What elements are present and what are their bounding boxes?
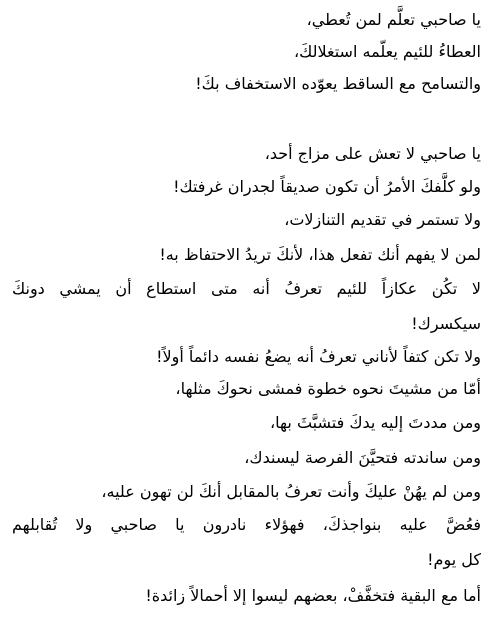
poem-line: سيكسرك! bbox=[411, 314, 481, 333]
poem-line: ومن مددتَ إليه يدكَ فتشبَّثَ بها، bbox=[270, 413, 481, 432]
poem-line: ولا تستمر في تقديم التنازلات، bbox=[284, 210, 481, 229]
poem-line: يا صاحبي لا تعش على مزاج أحد، bbox=[264, 144, 481, 163]
poem-line: ومن ساندته فتحيَّنَ الفرصة ليسندك، bbox=[244, 448, 481, 467]
poem-line: أمّا من مشيتَ نحوه خطوة فمشى نحوكَ مثلها، bbox=[175, 379, 481, 398]
poem-line: ومن لم يهُنْ عليكَ وأنت تعرفُ بالمقابل أنكَ لن تهون عليه، bbox=[101, 482, 481, 501]
poem-line: كل يوم! bbox=[427, 550, 481, 569]
poem-line: يا صاحبي تعلَّم لمن تُعطي، bbox=[306, 10, 481, 29]
poem-line: والتسامح مع الساقط يعوّده الاستخفاف بكَ! bbox=[195, 74, 481, 93]
poem-line: العطاءُ للئيم يعلّمه استغلالكَ، bbox=[293, 42, 481, 61]
poem-line: ولا تكن كتفاً لأناني تعرفُ أنه يضعُ نفسه دائماً أولاً! bbox=[156, 347, 481, 366]
poem-line: لمن لا يفهم أنك تفعل هذا، لأنكَ تريدُ الاحتفاظ به! bbox=[159, 245, 481, 264]
poem-line: فعُضَّ عليه بنواجذكَ، فهؤلاء نادرون يا صاحبي ولا تُقابلهم bbox=[12, 515, 481, 534]
poem-line: ولو كلَّفكَ الأمرُ أن تكون صديقاً لجدران غرفتك! bbox=[173, 177, 481, 196]
poem-line: لا تكُن عكازاً للئيم تعرفُ أنه متى استطاع أن يمشي دونكَ bbox=[12, 279, 481, 298]
poem-line: أما مع البقية فتخفَّفْ، بعضهم ليسوا إلا أحمالاً زائدة! bbox=[145, 586, 481, 605]
